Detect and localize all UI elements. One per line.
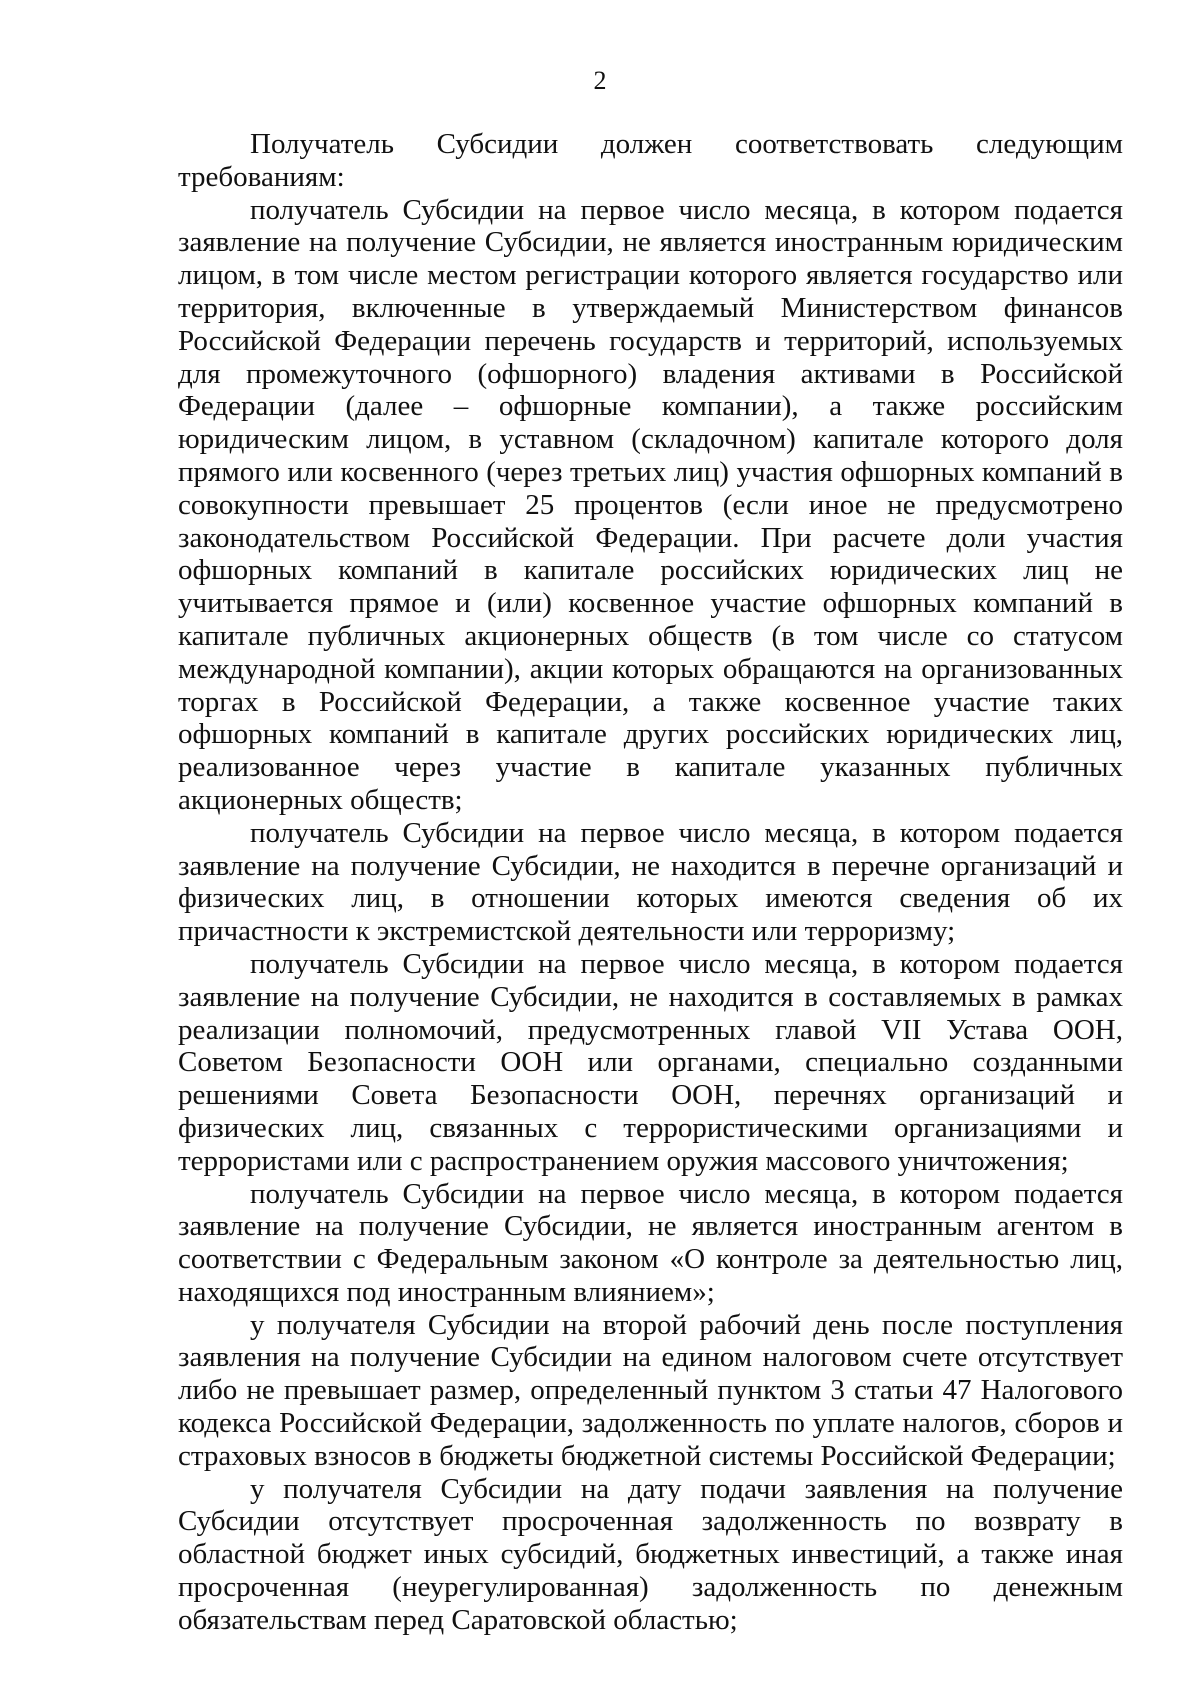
paragraph-overdue-debt-requirement: у получателя Субсидии на дату подачи заявления на получение Субсидии отсутствует просроченная задолженность по возврату в областной бюджет иных субсидий, бюджетных инвестиций, а также иная просроченная (неурегулированная) задолженность по денежным обязательствам перед Саратовской областью;: [178, 1472, 1123, 1636]
page-number: 2: [593, 66, 607, 95]
document-body: [178, 128, 1123, 1637]
paragraph-extremism-requirement: получатель Субсидии на первое число месяца, в котором подается заявление на получение Субсидии, не находится в перечне организаций и физических лиц, в отношении которых имеются сведения об их причастности к экстремистской деятельности или терроризму;: [178, 816, 1123, 948]
paragraph-requirements-intro: Получатель Субсидии должен соответствовать следующим требованиям:: [178, 128, 1123, 193]
paragraph-un-sanctions-requirement: получатель Субсидии на первое число месяца, в котором подается заявление на получение Субсидии, не находится в составляемых в рамках реализации полномочий, предусмотренных главой VII Устава ООН, Советом Безопасности ООН или органами, специально созданными решениями Совета Безопасности ООН, перечнях организаций и физических лиц, связанных с террористическими организациями и террористами или с распространением оружия массового уничтожения;: [178, 947, 1123, 1177]
paragraph-tax-debt-requirement: у получателя Субсидии на второй рабочий день после поступления заявления на получение Субсидии на едином налоговом счете отсутствует либо не превышает размер, определенный пунктом 3 статьи 47 Налогового кодекса Российской Федерации, задолженность по уплате налогов, сборов и страховых взносов в бюджеты бюджетной системы Российской Федерации;: [178, 1308, 1123, 1472]
paragraph-offshore-requirement: получатель Субсидии на первое число месяца, в котором подается заявление на получение Субсидии, не является иностранным юридическим лицом, в том числе местом регистрации которого является государство или территория, включенные в утверждаемый Министерством финансов Российской Федерации перечень государств и территорий, используемых для промежуточного (офшорного) владения активами в Российской Федерации (далее – офшорные компании), а также российским юридическим лицом, в уставном (складочном) капитале которого доля прямого или косвенного (через третьих лиц) участия офшорных компаний в совокупности превышает 25 процентов (если иное не предусмотрено законодательством Российской Федерации. При расчете доли участия офшорных компаний в капитале российских юридических лиц не учитывается прямое и (или) косвенное участие офшорных компаний в капитале публичных акционерных обществ (в том числе со статусом международной компании), акции которых обращаются на организованных торгах в Российской Федерации, а также косвенное участие таких офшорных компаний в капитале других российских юридических лиц, реализованное через участие в капитале указанных публичных акционерных обществ;: [178, 193, 1123, 816]
paragraph-foreign-agent-requirement: получатель Субсидии на первое число месяца, в котором подается заявление на получение Субсидии, не является иностранным агентом в соответствии с Федеральным законом «О контроле за деятельностью лиц, находящихся под иностранным влиянием»;: [178, 1177, 1123, 1308]
